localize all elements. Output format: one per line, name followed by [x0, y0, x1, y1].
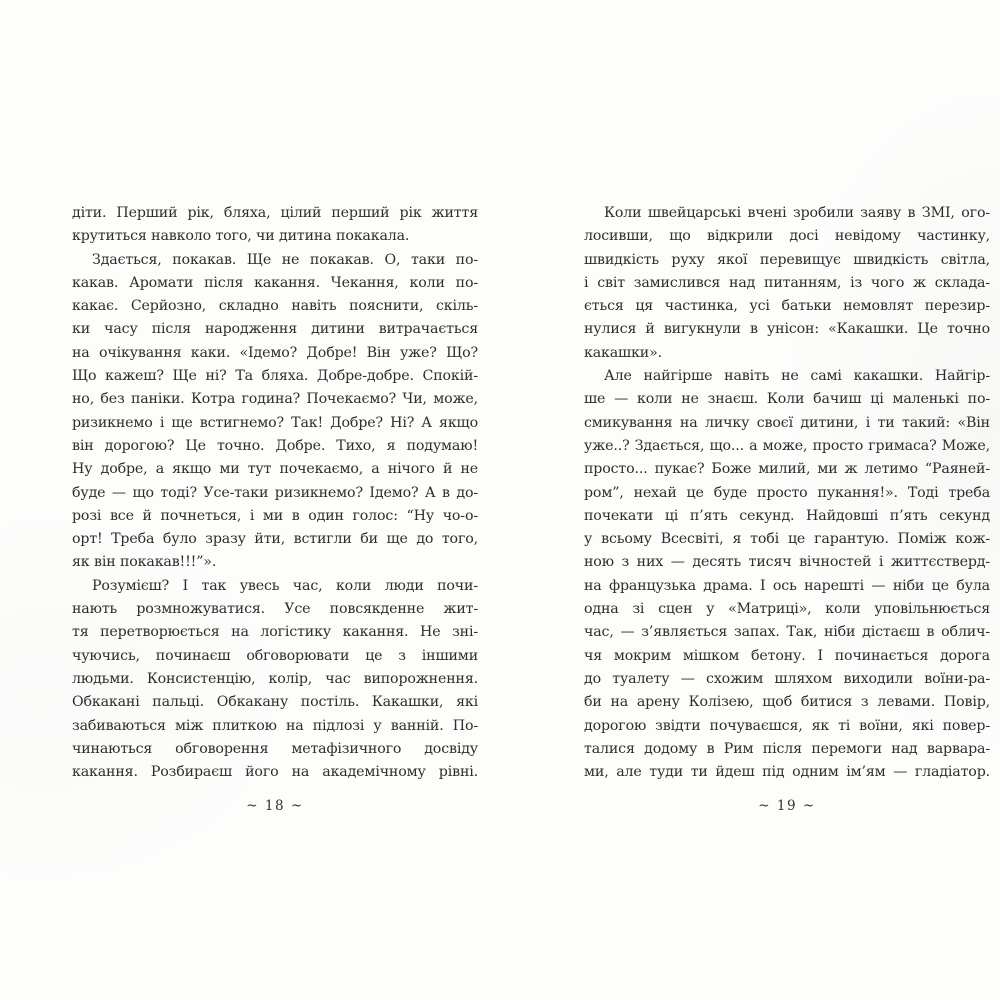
page-number: ~ 18 ~ — [246, 798, 304, 815]
text-line: ше — коли не знаєш. Коли бачиш ці маленькі по- — [584, 391, 990, 408]
text-line: тя перетворюється на логістику какання. Не зні- — [72, 624, 478, 641]
text-line: орт! Треба було зразу йти, встигли би ще до того, — [72, 531, 478, 548]
text-line: нулися й вигукнули в унісон: «Какашки. Це точно — [584, 321, 990, 338]
text-line: дорогою звідти почуваєшся, як ті воїни, які повер- — [584, 717, 990, 734]
text-line: на французька драма. І ось нарешті — ніби це була — [584, 577, 990, 594]
text-line: просто... пукає? Боже милий, ми ж летимо “Раяней- — [584, 461, 990, 478]
text-line: чуючись, починаєш обговорювати це з іншими — [72, 647, 478, 664]
text-line: на очікування каки. «Ідемо? Добре! Він уже? Що? — [72, 344, 478, 361]
text-line: діти. Перший рік, бляха, цілий перший рік життя — [72, 205, 478, 221]
page-number: ~ 19 ~ — [758, 798, 816, 815]
page-19 — [584, 202, 990, 814]
text-line: час, — з’являється запах. Так, ніби дістаєш в облич- — [584, 624, 990, 641]
text-line: какав. Аромати після какання. Чекання, коли по- — [72, 274, 478, 291]
text-line: Здається, покакав. Ще не покакав. О, таки по- — [92, 251, 478, 268]
page-18-text — [72, 202, 478, 784]
text-line: лосивши, що відкрили досі невідому частинку, — [584, 228, 990, 245]
text-line: швидкість руху якої перевищує швидкість світла, — [584, 251, 990, 268]
text-line: би на арену Колізею, щоб битися з левами. Повір, — [584, 694, 990, 711]
text-line: розі все й почнеться, і ми в один голос: “Ну чо-о- — [72, 507, 478, 524]
text-line: як він покакав!!!”». — [72, 554, 217, 571]
text-line: Коли швейцарські вчені зробили заяву в ЗМІ, ого- — [604, 205, 990, 221]
text-line: одна зі сцен у «Матриці», коли уповільнюється — [584, 601, 990, 618]
text-line: чя мокрим мішком бетону. І починається дорога — [584, 647, 990, 664]
text-line: Обкакані пальці. Обкакану постіль. Какашки, які — [72, 694, 478, 711]
text-line: какає. Серйозно, складно навіть пояснити, скіль- — [72, 298, 478, 315]
text-line: він дорогою? Це точно. Добре. Тихо, я подумаю! — [72, 437, 478, 454]
text-line: крутиться навколо того, чи дитина покакала. — [72, 228, 410, 245]
text-line: нають розмножуватися. Усе повсякденне жит- — [72, 601, 478, 618]
text-line: уже..? Здається, що... а може, просто гримаса? Може, — [584, 437, 990, 454]
text-line: у всьому Всесвіті, я тобі це гарантую. Поміж кож- — [584, 531, 990, 548]
text-line: забиваються між плиткою на підлозі у ванній. По- — [72, 717, 478, 734]
text-line: і світ замислився над питанням, із чого ж склада- — [584, 274, 990, 291]
text-line: ми, але туди ти йдеш під одним ім’ям — гладіатор. — [584, 764, 990, 781]
text-line: какашки». — [584, 344, 663, 361]
text-line: буде — що тоді? Усе-таки ризикнемо? Ідемо? А в до- — [72, 484, 478, 501]
page-18 — [72, 202, 478, 814]
text-line: ки часу після народження дитини витрачається — [72, 321, 478, 338]
text-line: Що кажеш? Ще ні? Та бляха. Добре-добре. Спокій- — [72, 368, 478, 385]
text-line: Розумієш? І так увесь час, коли люди почи- — [92, 577, 478, 594]
text-line: какання. Розбираєш його на академічному рівні. — [72, 764, 478, 781]
text-line: Ну добре, а якщо ми тут почекаємо, а нічого й не — [72, 461, 478, 478]
text-line: до туалету — схожим шляхом виходили воїни-ра- — [584, 670, 990, 687]
text-line: Але найгірше навіть не самі какашки. Найгір- — [604, 368, 990, 385]
text-line: чинаються обговорення метафізичного досвіду — [72, 740, 478, 757]
text-line: ризикнемо і ще встигнемо? Так! Добре? Ні? А якщо — [72, 414, 478, 431]
text-line: смикування на личку своєї дитини, і ти такий: «Він — [584, 414, 990, 431]
text-line: талися додому в Рим після перемоги над варвара- — [584, 740, 990, 757]
text-line: ром”, нехай це буде просто пукання!». Тоді треба — [584, 484, 990, 501]
text-line: почекати ці п’ять секунд. Найдовші п’ять секунд — [584, 507, 990, 524]
text-line: людьми. Консистенцію, колір, час випорожнення. — [72, 670, 478, 687]
text-line: но, без паніки. Котра година? Почекаємо? Чи, може, — [72, 391, 478, 408]
text-line: ною з них — десять тисяч вічностей і життєстверд- — [584, 554, 990, 571]
page-19-text — [584, 202, 990, 784]
text-line: ється ця частинка, усі батьки немовлят перезир- — [584, 298, 990, 315]
